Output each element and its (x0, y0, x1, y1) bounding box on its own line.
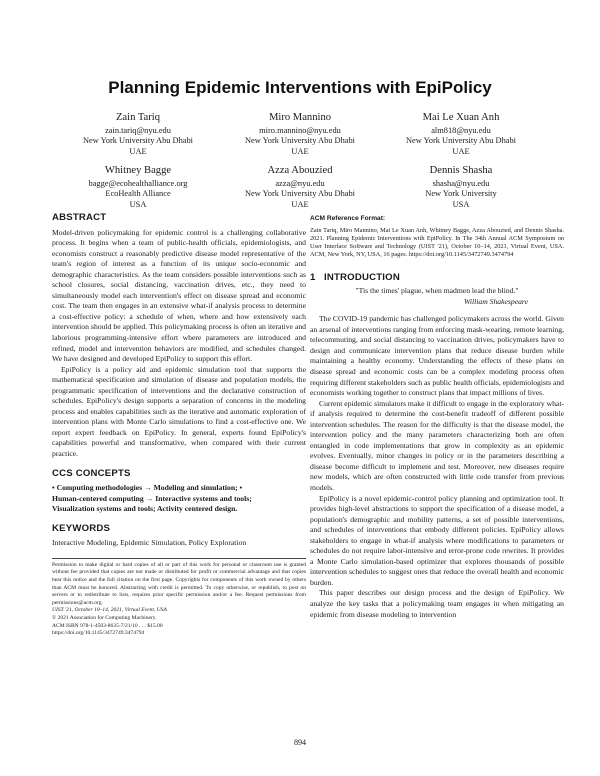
intro-paragraph-1: The COVID-19 pandemic has challenged policymakers across the world. Given an arsenal of interventions ranging from enforcing mask-wearing, remote learning, telecommuting, and social distancing to vaccination drives, policymakers have to design and communicate intervention plans that reduce disease burden while maintaining a healthy economy. Understanding the effects of these plans on disease spread and economic costs can be a complex modeling process often requiring different stakeholders such as public health officials, epidemiologists and economists working together to construct plans that impact millions of lives. (310, 314, 564, 398)
author-6 (361, 164, 561, 210)
introduction-heading (310, 273, 564, 284)
author-affiliation: New York University Abu Dhabi (405, 136, 517, 146)
section-number: 1 (310, 271, 316, 283)
epigraph-attribution: William Shakespeare (463, 296, 528, 306)
intro-paragraph-2: Current epidemic simulators make it difficult to engage in the exploratory what-if analysis required to determine the cost-benefit tradeoff of different possible intervention schedules. The reason for the difficulty is that the disease model, the intervention policy and the many parameters characterizing both are often entangled in code implementations that grow in complexity as an epidemic evolves. Eventually, minor changes in policy or in the parameters describing a disease become difficult to implement and test. Moreover, new diseases require new models, which are often constructed with little code transfer from previous models. (310, 398, 564, 492)
author-email: alm818@nyu.edu (431, 126, 491, 135)
author-name: Mai Le Xuan Anh (422, 112, 500, 123)
permission-text: Permission to make digital or hard copies of all or part of this work for personal or classroom use is granted without fee provided that copies are not made or distributed for profit or commercial advantage and that copies bear this notice and the full citation on the first page. Copyrights for components of this work owned by others than ACM must be honored. Abstracting with credit is permitted. To copy otherwise, or republish, to post on servers or to redistribute to lists, requires prior specific permission and/or a fee. Request permissions from permissions@acm.org. (52, 561, 306, 606)
author-name: Dennis Shasha (429, 165, 493, 176)
author-email: azza@nyu.edu (275, 179, 325, 188)
page-title: Planning Epidemic Interventions with EpiPolicy (108, 78, 492, 97)
author-country: UAE (129, 146, 147, 156)
author-email: shasha@nyu.edu (432, 179, 490, 188)
author-3 (361, 111, 561, 157)
author-name: Azza Abouzied (267, 165, 333, 176)
intro-paragraph-4: This paper describes our design process and the design of EpiPolicy. We analyze the key tasks that a policymaking team engages in when mitigating an epidemic from disease modeling to intervention (310, 588, 564, 619)
venue-line: UIST '21, October 10–14, 2021, Virtual Event, USA (52, 607, 167, 614)
author-email: bagge@ecohealthalliance.org (88, 179, 188, 188)
author-country: UAE (291, 199, 309, 209)
author-name: Zain Tariq (115, 112, 161, 123)
author-email: miro.mannino@nyu.edu (259, 126, 341, 135)
section-title: INTRODUCTION (324, 271, 400, 283)
page-number: 894 (294, 738, 306, 747)
author-affiliation: EcoHealth Alliance (105, 189, 171, 199)
author-country: USA (452, 199, 470, 209)
epigraph-quote: "Tis the times' plague, when madmen lead the blind." (355, 286, 519, 296)
author-affiliation: New York University Abu Dhabi (244, 136, 356, 146)
author-affiliation: New York University Abu Dhabi (244, 189, 356, 199)
author-name: Miro Mannino (268, 112, 332, 123)
copyright-line: © 2021 Association for Computing Machinery. (52, 615, 157, 622)
abstract-paragraph-2: EpiPolicy is a policy aid and epidemic simulation tool that supports the mathematical specification and simulation of disease and population models, the programmatic specification of interventions and the declarative construction of schedules. EpiPolicy's design supports a separation of concerns in the modeling process and enables capabilities such as the iterative and automatic exploration of intervention plans with Monte Carlo simulations to find a cost-effective one. We report expert feedback on EpiPolicy. In general, experts found EpiPolicy's capabilities powerful and transformative, when compared with their current practice. (52, 364, 306, 459)
keywords-text: Interactive Modeling, Epidemic Simulation, Policy Exploration (52, 538, 247, 548)
author-country: UAE (291, 146, 309, 156)
isbn-line: ACM ISBN 978-1-4503-8635-7/21/10 . . . $15.00 (52, 622, 163, 629)
left-column (52, 213, 306, 638)
ccs-line: • Computing methodologies → Modeling and simulation; • (52, 483, 243, 493)
abstract-paragraph-1: Model-driven policymaking for epidemic control is a challenging collaborative process. It begins when a team of public-health officials, epidemiologists, and economists construct a reasonably predictive disease model representative of the team's region of interest as a function of its unique socio-economic and demographic characteristics. As the team considers possible interventions such as school closures, social distancing, vaccination drives, etc., they need to simultaneously model each intervention's effect on disease spread and economic cost. The team then engages in an extensive what-if analysis process to determine a cost-effective policy: a schedule of when, where and how extensively each intervention should be applied. This policymaking process is often an iterative and laborious programming-intensive effort where parameters are introduced and refined, model and intervention behaviors are modified, and schedules changed. We have designed and developed EpiPolicy to support this effort. (52, 227, 306, 364)
intro-paragraph-3: EpiPolicy is a novel epidemic-control policy planning and optimization tool. It provides high-level abstractions to support the specification of a disease model, a population's demographic and mobility patterns, a set of possible interventions, and schedules of interventions that embody different policies. EpiPolicy allows stakeholders to engage in what-if analysis where modifications to parameters or schedules do not require labor-intensive and error-prone code rewrites. It provides a Monte Carlo simulation-based optimizer that explores thousands of possible intervention schedules to suggest ones that reduce the overall health and economic burden. (310, 493, 564, 587)
abstract-heading: ABSTRACT (52, 212, 107, 223)
acm-reference-text: Zain Tariq, Miro Mannino, Mai Le Xuan Anh, Whitney Bagge, Azza Abouzied, and Dennis Shasha. 2021. Planning Epidemic Interventions with EpiPolicy. In The 34th Annual ACM Symposium on User Interface Software and Technology (UIST '21), October 10–14, 2021, Virtual Event, USA. ACM, New York, NY, USA, 16 pages. https://doi.org/10.1145/3472749.3474794 (310, 226, 564, 259)
keywords-heading: KEYWORDS (52, 522, 111, 534)
doi-line: https://doi.org/10.1145/3472749.3474794 (52, 630, 145, 637)
author-affiliation: New York University Abu Dhabi (82, 136, 194, 146)
ccs-heading: CCS CONCEPTS (52, 467, 131, 479)
ccs-line: Visualization systems and tools; Activity centered design. (52, 504, 238, 514)
ccs-concepts (52, 483, 306, 515)
acm-reference-label: ACM Reference Format: (310, 215, 386, 222)
author-email: zain.tariq@nyu.edu (105, 126, 171, 135)
author-country: UAE (452, 146, 470, 156)
author-affiliation: New York University (425, 189, 497, 199)
author-name: Whitney Bagge (104, 165, 172, 176)
author-country: USA (129, 199, 147, 209)
right-column (310, 214, 564, 620)
permission-notice (52, 558, 306, 638)
ccs-line: Human-centered computing → Interactive systems and tools; (52, 493, 252, 503)
